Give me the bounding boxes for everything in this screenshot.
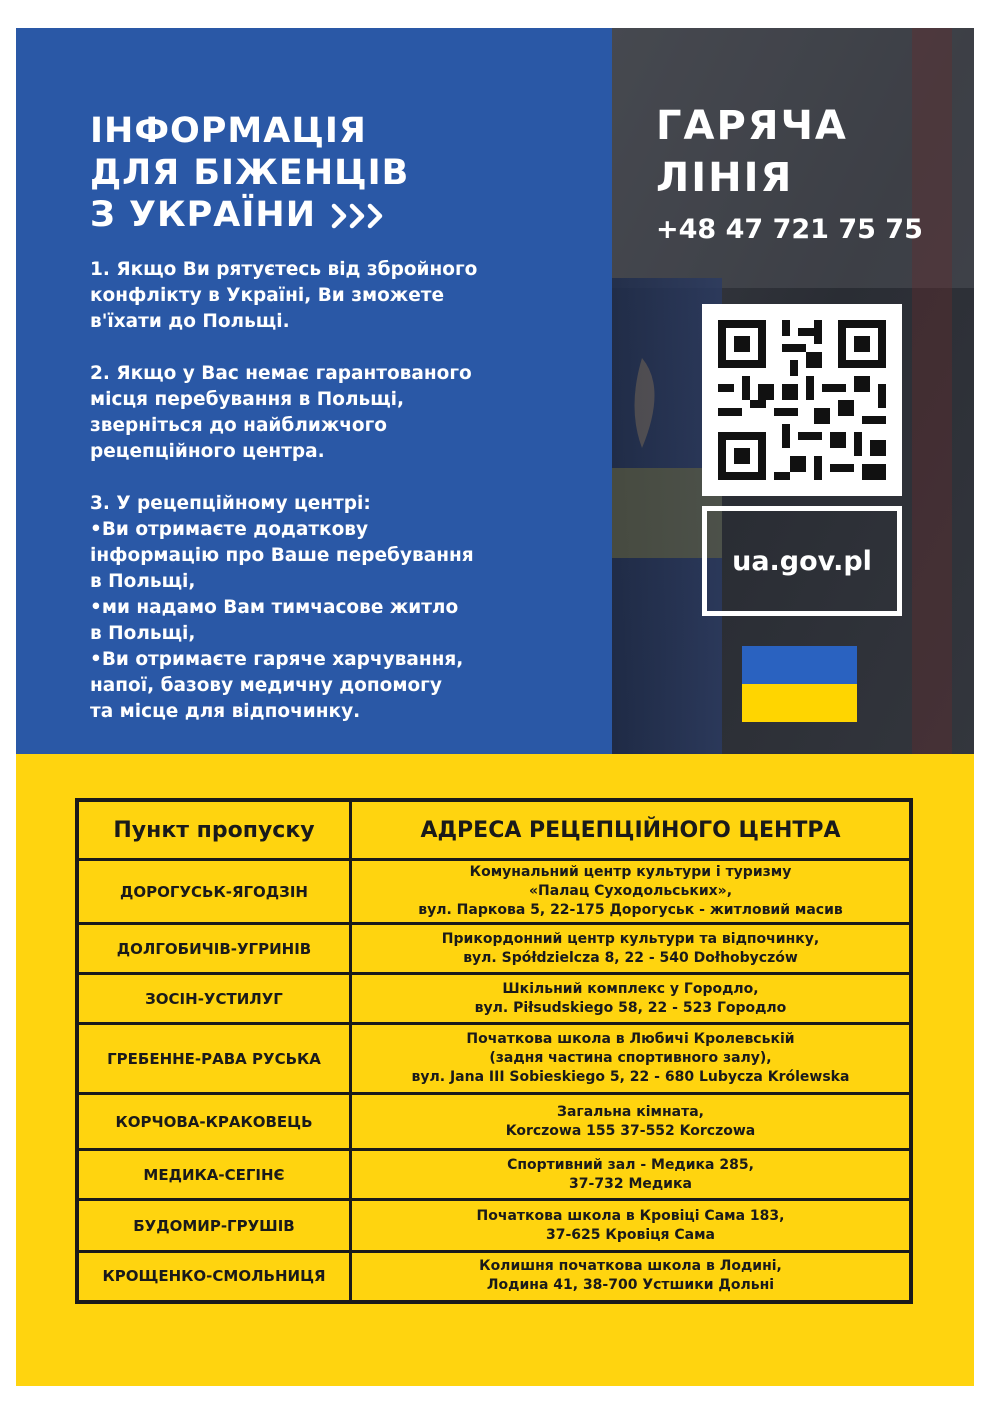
header-point: Пункт пропуску [77, 800, 351, 860]
info-line: •Ви отримаєте гаряче харчування, [90, 649, 464, 670]
info-line: інформацію про Ваше перебування [90, 545, 474, 566]
headline-line [90, 194, 409, 236]
headline [90, 110, 409, 236]
info-line: рецепційного центра. [90, 441, 325, 462]
info-line: •Ви отримаєте додаткову [90, 519, 369, 540]
table-header-row [77, 800, 911, 860]
hotline-panel [612, 28, 974, 754]
address-line: Початкова школа в Кровіці Сама 183, [476, 1207, 785, 1224]
address-line: Загальна кімната, [557, 1103, 704, 1120]
info-line: в'їхати до Польщі. [90, 311, 290, 332]
address-line: вул. Piłsudskiego 58, 22 - 523 Городло [474, 999, 787, 1016]
center-address [351, 1024, 912, 1094]
address-line: (задня частина спортивного залу), [489, 1050, 772, 1066]
address-line: вул. Spółdzielcza 8, 22 - 540 Dołhobyczów [463, 949, 798, 966]
triple-chevron-right-icon [330, 202, 390, 230]
reception-centers-section [16, 754, 974, 1386]
table-row [77, 974, 911, 1024]
info-paragraph-3 [90, 491, 602, 725]
address-line: вул. Паркова 5, 22-175 Дорогуськ - житловий масив [418, 902, 843, 918]
table-row [77, 860, 911, 924]
address-line: Лодина 41, 38-700 Устшики Дольні [486, 1277, 775, 1294]
address-line: вул. Jana III Sobieskiego 5, 22 - 680 Lubycza Królewska [411, 1069, 850, 1085]
flag-blue-stripe [742, 646, 857, 684]
table-row [77, 1252, 911, 1302]
address-line: 37-625 Кровіця Сама [546, 1226, 715, 1243]
reception-centers-table [75, 798, 913, 1304]
address-line: Спортивний зал - Медика 285, [507, 1156, 754, 1173]
center-address [351, 1150, 912, 1200]
checkpoint-name: ГРЕБЕННЕ-РАВА РУСЬКА [77, 1024, 351, 1094]
center-address [351, 1200, 912, 1252]
info-line: •ми надамо Вам тимчасове житло [90, 597, 459, 618]
ukraine-flag-icon [742, 646, 857, 722]
info-line: конфлікту в Україні, Ви зможете [90, 285, 445, 306]
checkpoint-name: КОРЧОВА-КРАКОВЕЦЬ [77, 1094, 351, 1150]
checkpoint-name: КРОЩЕНКО-СМОЛЬНИЦЯ [77, 1252, 351, 1302]
center-address [351, 974, 912, 1024]
checkpoint-name: МЕДИКА-СЕГІНЄ [77, 1150, 351, 1200]
hotline-title-line: ЛІНІЯ [656, 155, 794, 201]
info-paragraph-2 [90, 361, 602, 465]
table-row [77, 1024, 911, 1094]
info-line: 2. Якщо у Вас немає гарантованого [90, 363, 472, 384]
info-line: місця перебування в Польщі, [90, 389, 405, 410]
flag-yellow-stripe [742, 684, 857, 722]
info-panel [16, 28, 612, 754]
address-line: Шкільний комплекс у Городло, [502, 980, 759, 997]
address-line: Korczowa 155 37-552 Korczowa [505, 1122, 756, 1139]
address-line: Колишня початкова школа в Лодині, [479, 1258, 782, 1275]
address-line: «Палац Суходольських», [528, 883, 733, 899]
info-line: 1. Якщо Ви рятуєтесь від збройного [90, 259, 478, 280]
info-paragraph-1 [90, 257, 602, 335]
address-line: Комунальний центр культури і туризму [469, 864, 792, 880]
checkpoint-name: ДОЛГОБИЧІВ-УГРИНІВ [77, 924, 351, 974]
center-address [351, 1252, 912, 1302]
headline-line: ДЛЯ БІЖЕНЦІВ [90, 153, 410, 193]
info-line: напої, базову медичну допомогу [90, 675, 442, 696]
headline-line-text: З УКРАЇНИ [90, 195, 316, 235]
info-line: в Польщі, [90, 571, 196, 592]
center-address [351, 860, 912, 924]
checkpoint-name: ДОРОГУСЬК-ЯГОДЗІН [77, 860, 351, 924]
info-line: в Польщі, [90, 623, 196, 644]
info-text [90, 257, 602, 751]
website-url[interactable]: ua.gov.pl [732, 545, 872, 577]
info-line: зверніться до найближчого [90, 415, 388, 436]
table-row [77, 1094, 911, 1150]
website-url-box[interactable] [702, 506, 902, 616]
info-line: 3. У рецепційному центрі: [90, 493, 371, 514]
checkpoint-name: БУДОМИР-ГРУШІВ [77, 1200, 351, 1252]
hotline-phone[interactable]: +48 47 721 75 75 [656, 214, 923, 245]
headline-line: ІНФОРМАЦІЯ [90, 111, 367, 151]
info-line: та місце для відпочинку. [90, 701, 361, 722]
hotline-title-line: ГАРЯЧА [656, 103, 848, 149]
table-row [77, 1150, 911, 1200]
checkpoint-name: ЗОСІН-УСТИЛУГ [77, 974, 351, 1024]
address-line: 37-732 Медика [569, 1175, 692, 1192]
center-address [351, 1094, 912, 1150]
qr-code-icon[interactable] [702, 304, 902, 496]
header-address: АДРЕСА РЕЦЕПЦІЙНОГО ЦЕНТРА [351, 800, 912, 860]
address-line: Прикордонний центр культури та відпочинку, [441, 930, 820, 947]
hotline-title [656, 100, 848, 204]
address-line: Початкова школа в Любичі Кролевській [466, 1031, 795, 1047]
table-row [77, 1200, 911, 1252]
refugee-info-poster [16, 28, 974, 1386]
center-address [351, 924, 912, 974]
table-row [77, 924, 911, 974]
